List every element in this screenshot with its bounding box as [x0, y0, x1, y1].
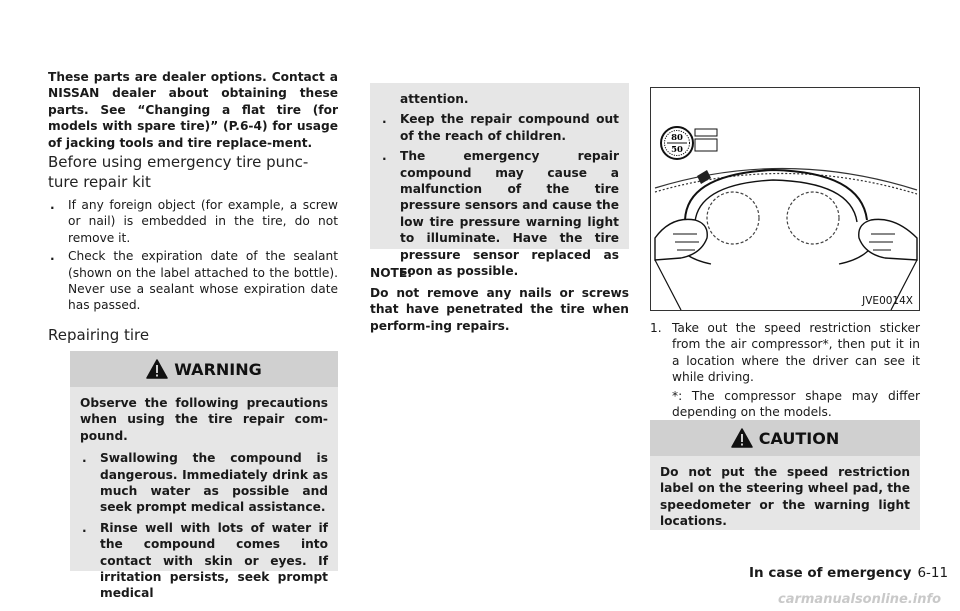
section-heading-before-using: Before using emergency tire punc-ture repair kit: [48, 153, 309, 191]
list-item-text: Swallowing the compound is dangerous. Immediately drink as much water as possible and seek prompt medical assistance.: [100, 451, 328, 515]
warning-header: [70, 351, 338, 387]
footer-section-title: In case of emergency: [749, 565, 912, 581]
note-label: NOTE:: [370, 266, 413, 280]
precheck-bullet-list: [48, 197, 338, 314]
bullet-mark: .: [382, 112, 387, 127]
bullet-mark: .: [50, 198, 55, 212]
caution-text: Do not put the speed restriction label on the steering wheel pad, the speedometer or the warning light locations.: [660, 465, 910, 529]
step-1: [650, 320, 920, 386]
list-item-text: If any foreign object (for example, a screw or nail) is embedded in the tire, do not remove it.: [68, 198, 338, 245]
section-heading-repairing-tire: Repairing tire: [48, 326, 150, 344]
caution-box: [650, 420, 920, 530]
caution-triangle-icon: [731, 428, 753, 448]
page-number: 6-11: [917, 565, 949, 581]
steering-wheel-illustration: [651, 88, 919, 310]
warning-continued-text: attention.: [400, 92, 469, 106]
footnote: *: The compressor shape may differ depending on the models.: [672, 389, 920, 420]
watermark: carmanualsonline.info: [778, 592, 942, 607]
warning-box: [70, 351, 338, 601]
page-footer: [749, 565, 948, 581]
bullet-mark: .: [382, 149, 387, 164]
left-hand-icon: [655, 219, 707, 260]
list-item: [48, 197, 338, 246]
list-item-text: The emergency repair compound may cause a malfunction of the tire pressure sensors and cause the low tire pressure warning light to illuminate. Have the tire pressure sensor replaced as soon as possible.: [400, 149, 619, 279]
list-item: [380, 148, 619, 279]
list-item-text: Keep the repair compound out of the reach of children.: [400, 112, 619, 143]
bullet-mark: .: [82, 520, 87, 535]
warning-title: WARNING: [174, 359, 262, 379]
right-hand-icon: [859, 219, 917, 260]
caution-content: [650, 456, 920, 530]
list-item: [80, 520, 328, 602]
warning-intro: Observe the following precautions when using the tire repair com-pound.: [80, 396, 328, 443]
list-item: [380, 111, 619, 144]
step-number: 1.: [650, 321, 662, 335]
figure-code: JVE0014X: [862, 295, 913, 307]
intro-paragraph: These parts are dealer options. Contact a NISSAN dealer about obtaining these parts. See “Changing a flat tire (for models with spare tire)” (P.6-4) for usage of jacking tools and tire replace-ment.: [48, 70, 338, 150]
steering-wheel-figure: [650, 87, 920, 311]
caution-header: [650, 420, 920, 456]
sticker-bottom-value: 50: [671, 145, 683, 155]
list-item-text: Check the expiration date of the sealant (shown on the label attached to the bottle). Never use a sealant whose expiration date has passed.: [68, 249, 338, 313]
list-item: [48, 248, 338, 314]
step-text: Take out the speed restriction sticker from the air compressor*, then put it in a location where the driver can see it while driving.: [672, 321, 920, 385]
warning-triangle-icon: [146, 359, 168, 379]
list-item: [80, 450, 328, 516]
caution-title: CAUTION: [758, 428, 840, 448]
warning-content: [70, 387, 338, 601]
list-item-text: Rinse well with lots of water if the compound comes into contact with skin or eyes. If irritation persists, seek prompt medical: [100, 520, 328, 601]
bullet-mark: .: [50, 249, 55, 264]
bullet-mark: .: [82, 451, 87, 466]
sticker-top-value: 80: [671, 133, 683, 143]
note-text: Do not remove any nails or screws that have penetrated the tire when perform-ing repairs.: [370, 286, 629, 333]
